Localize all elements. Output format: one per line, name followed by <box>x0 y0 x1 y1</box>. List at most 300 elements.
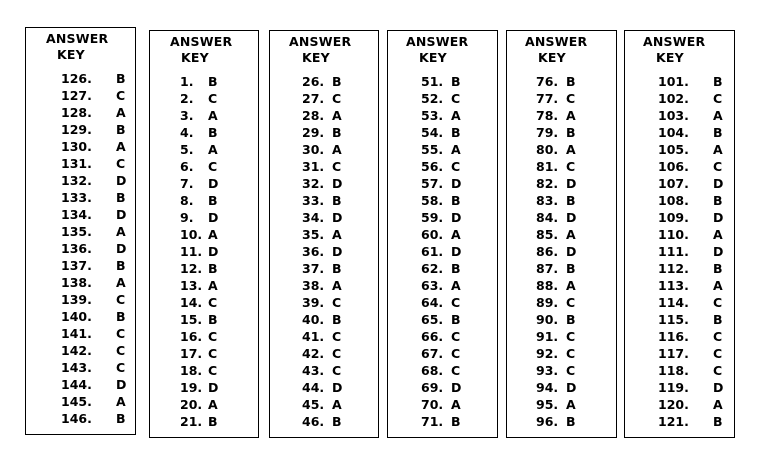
answer-row <box>26 359 137 376</box>
question-number: 112. <box>658 261 689 276</box>
answer-letter: D <box>713 244 724 259</box>
answer-row <box>26 308 137 325</box>
answer-row <box>507 413 618 430</box>
answer-row <box>507 243 618 260</box>
answer-letter: A <box>451 108 461 123</box>
question-number: 110. <box>658 227 689 242</box>
answer-list <box>388 73 499 430</box>
answer-letter: A <box>451 227 461 242</box>
question-number: 40. <box>302 312 325 327</box>
answer-row <box>150 158 260 175</box>
answer-letter: A <box>208 227 218 242</box>
answer-letter: B <box>208 312 218 327</box>
answer-letter: B <box>713 261 723 276</box>
answer-letter: D <box>208 210 219 225</box>
answer-row <box>270 379 380 396</box>
answer-row <box>507 158 618 175</box>
answer-key-column-1 <box>25 27 136 435</box>
question-number: 128. <box>61 105 92 120</box>
answer-letter: D <box>116 377 127 392</box>
answer-row <box>507 311 618 328</box>
answer-row <box>507 396 618 413</box>
answer-row <box>388 141 499 158</box>
question-number: 52. <box>421 91 444 106</box>
answer-row <box>150 226 260 243</box>
answer-letter: A <box>116 224 126 239</box>
answer-row <box>388 73 499 90</box>
question-number: 27. <box>302 91 325 106</box>
question-number: 77. <box>536 91 559 106</box>
answer-row <box>150 124 260 141</box>
answer-letter: B <box>713 312 723 327</box>
answer-letter: D <box>713 176 724 191</box>
answer-letter: A <box>713 142 723 157</box>
question-number: 130. <box>61 139 92 154</box>
question-number: 8. <box>180 193 194 208</box>
answer-row <box>507 362 618 379</box>
question-number: 38. <box>302 278 325 293</box>
answer-letter: B <box>116 258 126 273</box>
answer-letter: C <box>208 295 218 310</box>
column-header-key: KEY <box>57 47 85 62</box>
answer-list <box>270 73 380 430</box>
answer-letter: B <box>451 74 461 89</box>
answer-letter: B <box>713 74 723 89</box>
question-number: 64. <box>421 295 444 310</box>
answer-row <box>26 206 137 223</box>
answer-row <box>26 325 137 342</box>
answer-row <box>270 226 380 243</box>
answer-row <box>507 124 618 141</box>
answer-letter: D <box>208 244 219 259</box>
answer-letter: C <box>451 159 461 174</box>
question-number: 140. <box>61 309 92 324</box>
answer-row <box>388 260 499 277</box>
answer-row <box>388 413 499 430</box>
answer-row <box>26 291 137 308</box>
question-number: 10. <box>180 227 203 242</box>
answer-letter: A <box>208 278 218 293</box>
answer-letter: C <box>208 159 218 174</box>
answer-letter: B <box>332 125 342 140</box>
answer-row <box>388 192 499 209</box>
answer-letter: B <box>208 193 218 208</box>
question-number: 114. <box>658 295 689 310</box>
answer-row <box>270 73 380 90</box>
question-number: 39. <box>302 295 325 310</box>
answer-row <box>625 73 736 90</box>
question-number: 37. <box>302 261 325 276</box>
question-number: 9. <box>180 210 194 225</box>
answer-row <box>625 243 736 260</box>
answer-letter: A <box>713 108 723 123</box>
question-number: 63. <box>421 278 444 293</box>
question-number: 101. <box>658 74 689 89</box>
answer-letter: A <box>451 142 461 157</box>
answer-letter: C <box>451 346 461 361</box>
answer-list <box>26 70 137 427</box>
question-number: 92. <box>536 346 559 361</box>
question-number: 76. <box>536 74 559 89</box>
question-number: 29. <box>302 125 325 140</box>
answer-row <box>150 243 260 260</box>
question-number: 105. <box>658 142 689 157</box>
question-number: 88. <box>536 278 559 293</box>
answer-list <box>507 73 618 430</box>
answer-row <box>26 172 137 189</box>
answer-letter: C <box>116 292 126 307</box>
question-number: 62. <box>421 261 444 276</box>
question-number: 108. <box>658 193 689 208</box>
answer-row <box>150 192 260 209</box>
answer-row <box>388 107 499 124</box>
answer-row <box>270 413 380 430</box>
answer-letter: D <box>566 210 577 225</box>
question-number: 95. <box>536 397 559 412</box>
question-number: 4. <box>180 125 194 140</box>
answer-row <box>625 124 736 141</box>
answer-row <box>150 379 260 396</box>
answer-row <box>507 141 618 158</box>
question-number: 143. <box>61 360 92 375</box>
answer-row <box>507 226 618 243</box>
answer-letter: C <box>208 346 218 361</box>
question-number: 111. <box>658 244 689 259</box>
answer-letter: B <box>451 261 461 276</box>
answer-letter: C <box>332 329 342 344</box>
answer-row <box>507 294 618 311</box>
answer-letter: A <box>208 108 218 123</box>
answer-letter: A <box>566 227 576 242</box>
question-number: 119. <box>658 380 689 395</box>
question-number: 86. <box>536 244 559 259</box>
question-number: 2. <box>180 91 194 106</box>
answer-letter: D <box>451 210 462 225</box>
answer-row <box>507 192 618 209</box>
question-number: 43. <box>302 363 325 378</box>
question-number: 1. <box>180 74 194 89</box>
answer-letter: B <box>566 414 576 429</box>
answer-row <box>625 260 736 277</box>
question-number: 89. <box>536 295 559 310</box>
answer-row <box>625 192 736 209</box>
answer-row <box>388 226 499 243</box>
question-number: 34. <box>302 210 325 225</box>
question-number: 68. <box>421 363 444 378</box>
question-number: 113. <box>658 278 689 293</box>
answer-row <box>270 158 380 175</box>
question-number: 51. <box>421 74 444 89</box>
answer-row <box>26 257 137 274</box>
answer-letter: C <box>116 326 126 341</box>
question-number: 35. <box>302 227 325 242</box>
answer-row <box>625 328 736 345</box>
answer-row <box>270 328 380 345</box>
column-header-answer: ANSWER <box>46 31 109 46</box>
answer-row <box>625 396 736 413</box>
question-number: 18. <box>180 363 203 378</box>
question-number: 82. <box>536 176 559 191</box>
answer-row <box>270 294 380 311</box>
question-number: 16. <box>180 329 203 344</box>
question-number: 3. <box>180 108 194 123</box>
answer-row <box>150 209 260 226</box>
question-number: 5. <box>180 142 194 157</box>
answer-letter: B <box>116 411 126 426</box>
answer-row <box>507 260 618 277</box>
answer-list <box>625 73 736 430</box>
question-number: 117. <box>658 346 689 361</box>
answer-row <box>270 396 380 413</box>
answer-key-column-4 <box>387 30 498 438</box>
question-number: 107. <box>658 176 689 191</box>
question-number: 87. <box>536 261 559 276</box>
answer-row <box>270 107 380 124</box>
answer-row <box>150 413 260 430</box>
answer-row <box>625 362 736 379</box>
answer-row <box>270 124 380 141</box>
question-number: 116. <box>658 329 689 344</box>
question-number: 85. <box>536 227 559 242</box>
column-header-key: KEY <box>538 50 566 65</box>
answer-row <box>26 376 137 393</box>
answer-row <box>507 209 618 226</box>
question-number: 57. <box>421 176 444 191</box>
answer-row <box>26 223 137 240</box>
answer-row <box>270 192 380 209</box>
answer-letter: A <box>332 278 342 293</box>
answer-letter: B <box>566 193 576 208</box>
answer-row <box>270 209 380 226</box>
answer-letter: B <box>713 414 723 429</box>
answer-row <box>388 294 499 311</box>
answer-letter: A <box>566 108 576 123</box>
answer-row <box>388 311 499 328</box>
answer-letter: C <box>116 156 126 171</box>
answer-letter: A <box>332 227 342 242</box>
answer-letter: C <box>713 363 723 378</box>
answer-letter: D <box>116 207 127 222</box>
answer-letter: D <box>332 176 343 191</box>
answer-letter: B <box>116 71 126 86</box>
question-number: 141. <box>61 326 92 341</box>
column-header-answer: ANSWER <box>289 34 352 49</box>
answer-letter: D <box>713 210 724 225</box>
question-number: 115. <box>658 312 689 327</box>
question-number: 33. <box>302 193 325 208</box>
answer-letter: D <box>332 380 343 395</box>
answer-row <box>507 328 618 345</box>
answer-letter: D <box>566 380 577 395</box>
question-number: 109. <box>658 210 689 225</box>
answer-letter: A <box>451 278 461 293</box>
answer-letter: C <box>566 346 576 361</box>
question-number: 7. <box>180 176 194 191</box>
answer-letter: B <box>451 414 461 429</box>
question-number: 32. <box>302 176 325 191</box>
answer-row <box>388 209 499 226</box>
question-number: 70. <box>421 397 444 412</box>
answer-row <box>270 362 380 379</box>
answer-letter: C <box>451 363 461 378</box>
answer-row <box>150 311 260 328</box>
question-number: 136. <box>61 241 92 256</box>
column-header-key: KEY <box>302 50 330 65</box>
answer-letter: B <box>566 74 576 89</box>
question-number: 6. <box>180 159 194 174</box>
answer-row <box>150 73 260 90</box>
answer-letter: D <box>451 380 462 395</box>
question-number: 31. <box>302 159 325 174</box>
question-number: 69. <box>421 380 444 395</box>
question-number: 14. <box>180 295 203 310</box>
answer-row <box>388 158 499 175</box>
answer-row <box>507 277 618 294</box>
answer-row <box>150 396 260 413</box>
question-number: 139. <box>61 292 92 307</box>
column-header-answer: ANSWER <box>643 34 706 49</box>
question-number: 46. <box>302 414 325 429</box>
question-number: 133. <box>61 190 92 205</box>
answer-letter: A <box>713 278 723 293</box>
question-number: 44. <box>302 380 325 395</box>
answer-row <box>507 175 618 192</box>
question-number: 12. <box>180 261 203 276</box>
question-number: 90. <box>536 312 559 327</box>
answer-key-column-6 <box>624 30 735 438</box>
question-number: 20. <box>180 397 203 412</box>
question-number: 30. <box>302 142 325 157</box>
question-number: 126. <box>61 71 92 86</box>
answer-letter: A <box>566 142 576 157</box>
question-number: 15. <box>180 312 203 327</box>
question-number: 103. <box>658 108 689 123</box>
answer-letter: B <box>713 193 723 208</box>
answer-letter: D <box>116 173 127 188</box>
question-number: 81. <box>536 159 559 174</box>
answer-row <box>150 107 260 124</box>
answer-row <box>625 413 736 430</box>
question-number: 96. <box>536 414 559 429</box>
question-number: 54. <box>421 125 444 140</box>
answer-row <box>26 410 137 427</box>
answer-row <box>388 124 499 141</box>
answer-row <box>625 107 736 124</box>
answer-letter: B <box>332 193 342 208</box>
answer-letter: C <box>566 363 576 378</box>
question-number: 118. <box>658 363 689 378</box>
answer-letter: B <box>208 414 218 429</box>
answer-letter: D <box>208 176 219 191</box>
answer-letter: C <box>451 295 461 310</box>
question-number: 56. <box>421 159 444 174</box>
answer-row <box>26 155 137 172</box>
answer-letter: A <box>713 397 723 412</box>
question-number: 60. <box>421 227 444 242</box>
question-number: 45. <box>302 397 325 412</box>
answer-letter: A <box>566 397 576 412</box>
answer-letter: C <box>332 91 342 106</box>
answer-letter: C <box>116 88 126 103</box>
answer-letter: C <box>208 363 218 378</box>
answer-row <box>150 328 260 345</box>
answer-letter: C <box>451 329 461 344</box>
answer-letter: C <box>566 329 576 344</box>
answer-letter: C <box>566 159 576 174</box>
question-number: 21. <box>180 414 203 429</box>
answer-letter: B <box>566 125 576 140</box>
answer-row <box>270 141 380 158</box>
answer-row <box>625 345 736 362</box>
answer-row <box>388 362 499 379</box>
answer-row <box>625 226 736 243</box>
question-number: 67. <box>421 346 444 361</box>
question-number: 93. <box>536 363 559 378</box>
question-number: 135. <box>61 224 92 239</box>
answer-letter: B <box>451 125 461 140</box>
question-number: 71. <box>421 414 444 429</box>
question-number: 26. <box>302 74 325 89</box>
answer-list <box>150 73 260 430</box>
question-number: 79. <box>536 125 559 140</box>
answer-row <box>625 277 736 294</box>
answer-row <box>150 345 260 362</box>
answer-row <box>150 260 260 277</box>
answer-letter: C <box>713 295 723 310</box>
question-number: 41. <box>302 329 325 344</box>
question-number: 13. <box>180 278 203 293</box>
question-number: 106. <box>658 159 689 174</box>
answer-row <box>507 345 618 362</box>
answer-letter: B <box>566 312 576 327</box>
question-number: 129. <box>61 122 92 137</box>
answer-letter: C <box>713 346 723 361</box>
answer-letter: B <box>208 125 218 140</box>
answer-letter: A <box>451 397 461 412</box>
question-number: 28. <box>302 108 325 123</box>
answer-row <box>507 90 618 107</box>
question-number: 132. <box>61 173 92 188</box>
answer-letter: D <box>713 380 724 395</box>
answer-letter: C <box>566 91 576 106</box>
answer-letter: D <box>451 244 462 259</box>
answer-letter: B <box>332 312 342 327</box>
question-number: 121. <box>658 414 689 429</box>
answer-letter: B <box>116 122 126 137</box>
answer-row <box>507 107 618 124</box>
answer-row <box>507 73 618 90</box>
answer-row <box>388 277 499 294</box>
question-number: 145. <box>61 394 92 409</box>
column-header-answer: ANSWER <box>406 34 469 49</box>
question-number: 80. <box>536 142 559 157</box>
answer-letter: D <box>566 244 577 259</box>
answer-letter: D <box>116 241 127 256</box>
question-number: 36. <box>302 244 325 259</box>
answer-letter: B <box>208 74 218 89</box>
answer-row <box>270 345 380 362</box>
answer-row <box>26 121 137 138</box>
answer-letter: B <box>451 193 461 208</box>
question-number: 53. <box>421 108 444 123</box>
answer-letter: D <box>451 176 462 191</box>
question-number: 102. <box>658 91 689 106</box>
answer-letter: B <box>451 312 461 327</box>
question-number: 61. <box>421 244 444 259</box>
answer-row <box>625 90 736 107</box>
column-header-answer: ANSWER <box>170 34 233 49</box>
answer-row <box>388 175 499 192</box>
